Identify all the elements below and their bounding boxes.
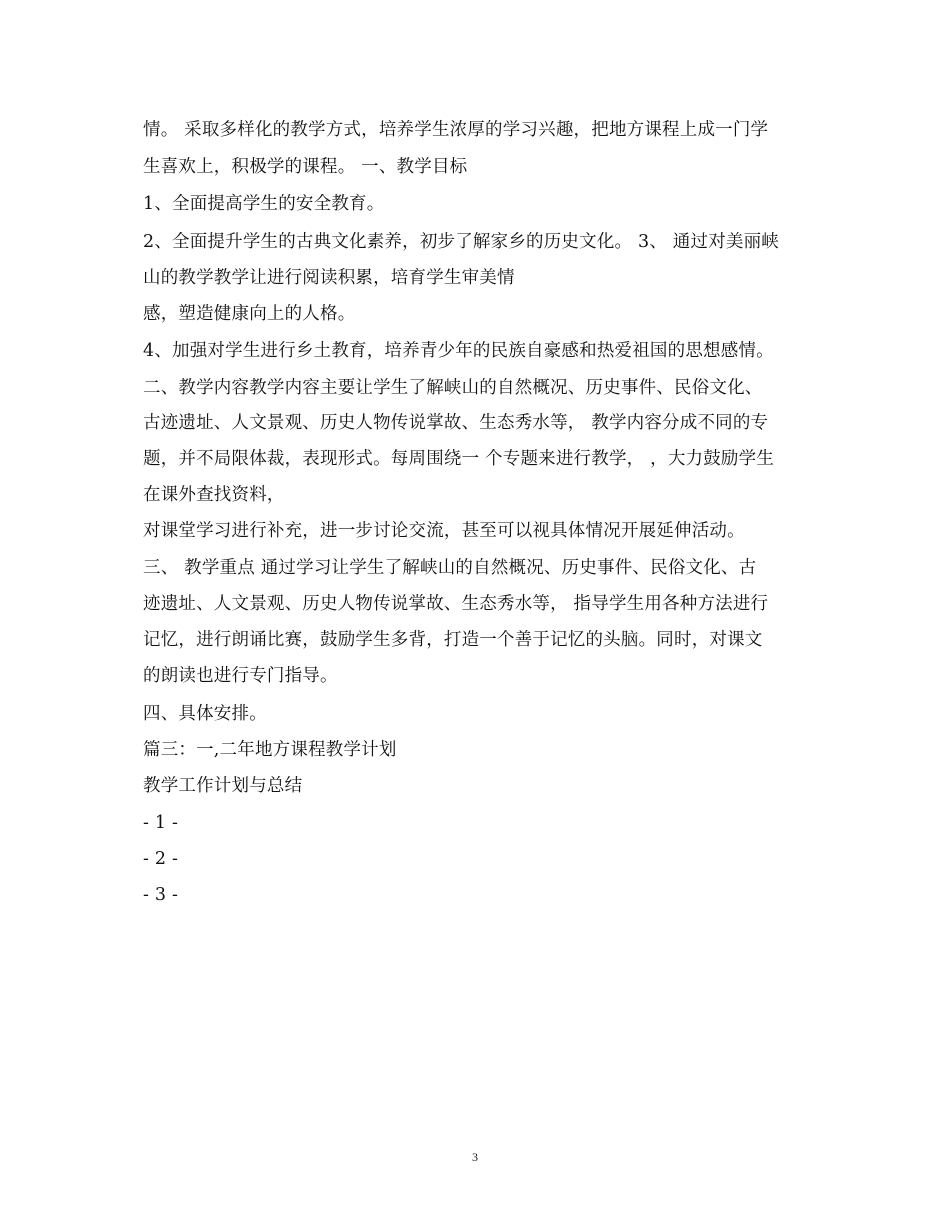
text-line: 4、加强对学生进行乡土教育，培养青少年的民族自豪感和热爱祖国的思想感情。 [143,341,774,361]
text-line: 四、具体安排。 [143,704,267,724]
text-line: 迹遗址、人文景观、历史人物传说掌故、生态秀水等， 指导学生用各种方法进行 [143,594,769,614]
text-line: 2、全面提升学生的古典文化素养，初步了解家乡的历史文化。 3、 通过对美丽峡 [143,232,779,252]
text-line: 古迹遗址、人文景观、历史人物传说掌故、生态秀水等， 教学内容分成不同的专 [143,413,769,433]
text-line: 的朗读也进行专门指导。 [143,666,338,686]
text-line: 在课外查找资料， [143,485,285,505]
text-line: 篇三：一,二年地方课程教学计划 [143,740,397,760]
text-line: 感，塑造健康向上的人格。 [143,304,356,324]
text-line: 题，并不局限体裁，表现形式。每周围绕一 个专题来进行教学， ，大力鼓励学生 [143,449,775,469]
text-line: 对课堂学习进行补充，进一步讨论交流，甚至可以视具体情况开展延伸活动。 [143,521,745,541]
text-line: - 1 - [143,813,179,833]
text-line: - 3 - [143,885,179,905]
text-line: 情。 采取多样化的教学方式，培养学生浓厚的学习兴趣，把地方课程上成一门学 [143,120,769,140]
text-line: 教学工作计划与总结 [143,776,303,796]
text-line: 山的教学教学让进行阅读积累，培育学生审美情 [143,268,515,288]
text-line: 记忆，进行朗诵比赛，鼓励学生多背，打造一个善于记忆的头脑。同时，对课文 [143,630,763,650]
text-line: 生喜欢上，积极学的课程。 一、教学目标 [143,157,468,177]
text-line: 三、 教学重点 通过学习让学生了解峡山的自然概况、历史事件、民俗文化、古 [143,558,757,578]
text-line: 1、全面提高学生的安全教育。 [143,194,385,214]
text-line: 二、教学内容教学内容主要让学生了解峡山的自然概况、历史事件、民俗文化、 [143,378,763,398]
text-line: - 2 - [143,849,179,869]
page-number: 3 [472,1150,478,1164]
